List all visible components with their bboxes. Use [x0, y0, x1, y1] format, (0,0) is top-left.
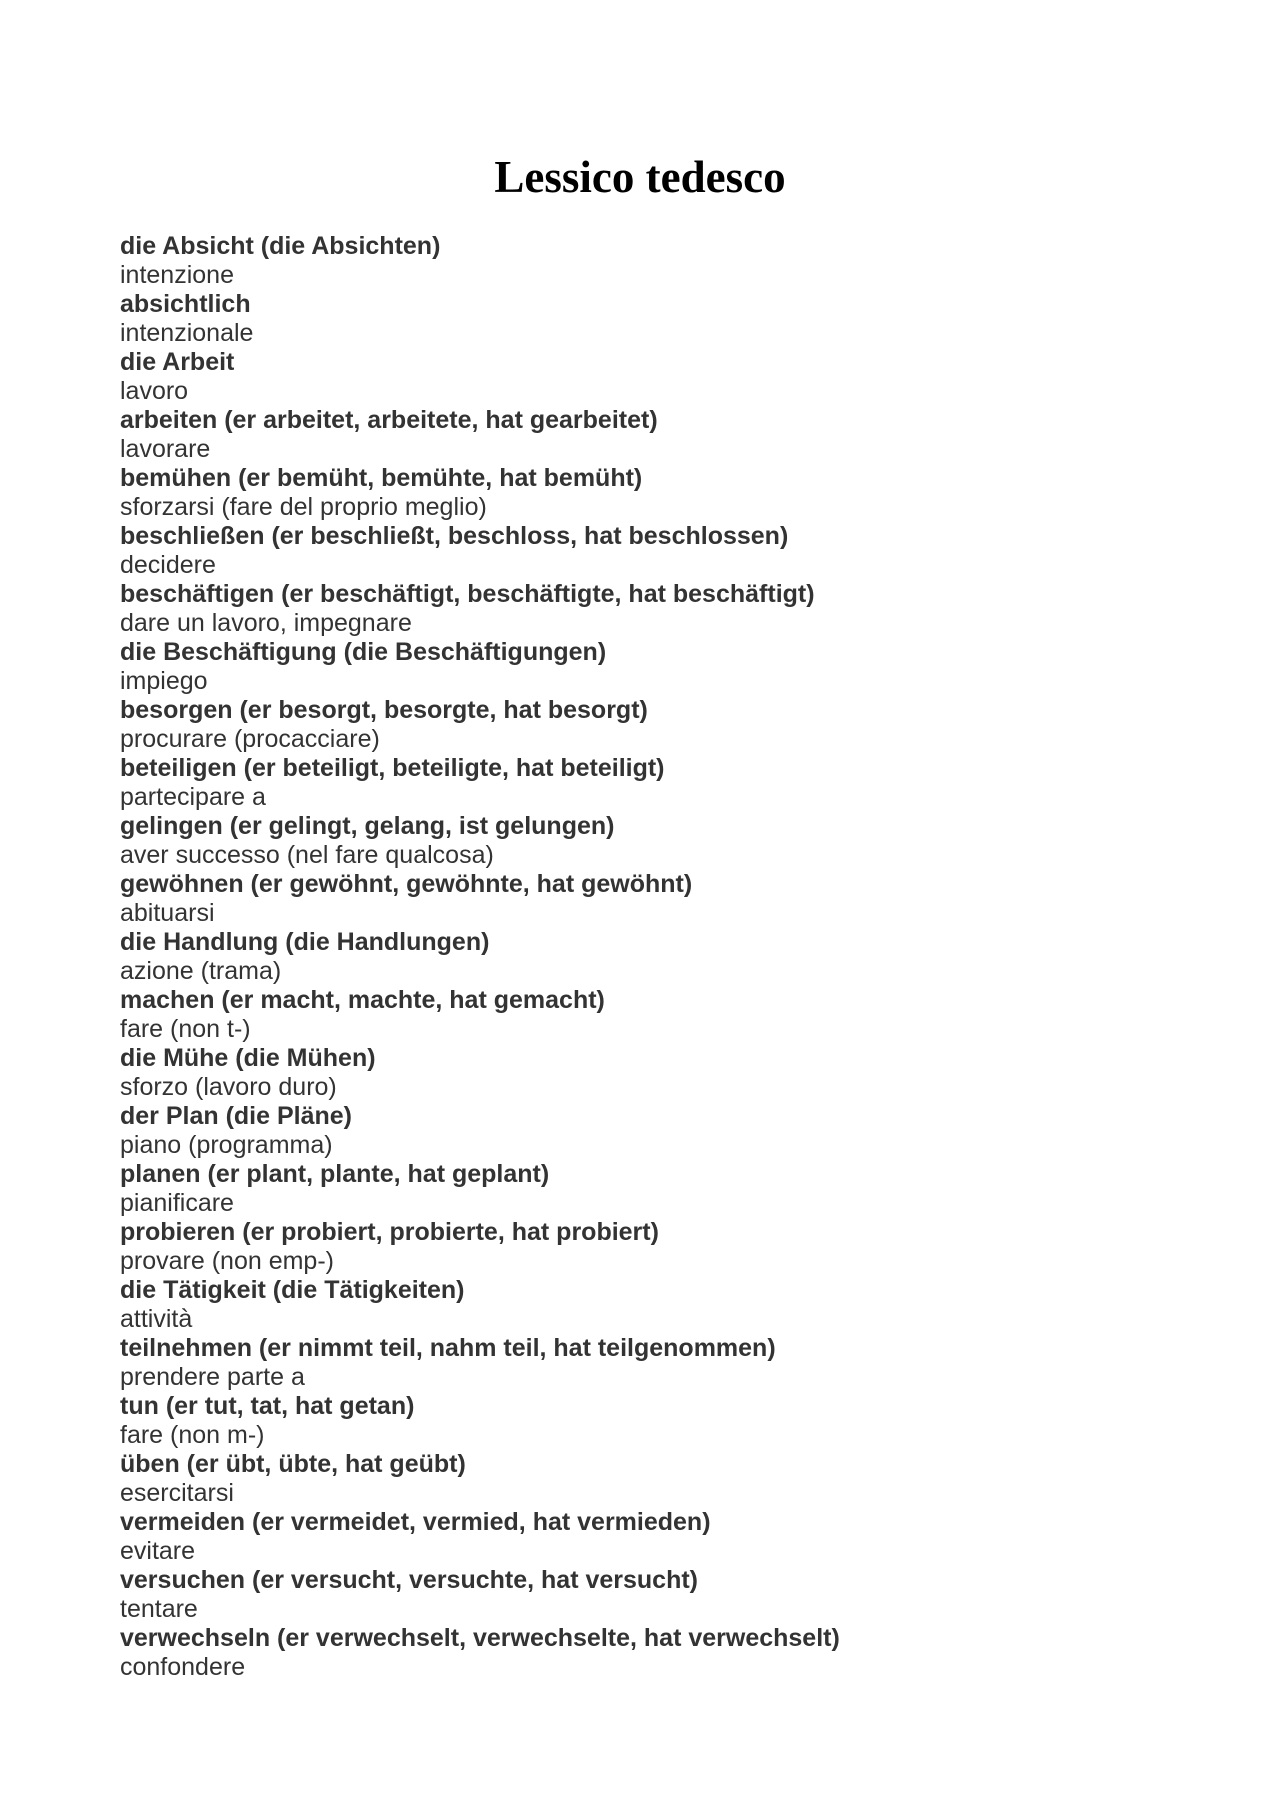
vocab-translation: azione (trama) — [120, 957, 282, 985]
vocab-term: teilnehmen (er nimmt teil, nahm teil, hat teilgenommen) — [120, 1334, 776, 1362]
vocab-entry — [120, 1392, 1180, 1450]
vocab-translation: attività — [120, 1305, 193, 1333]
vocab-term: gelingen (er gelingt, gelang, ist gelungen) — [120, 812, 615, 840]
vocab-entry — [120, 1334, 1180, 1392]
vocab-translation: intenzionale — [120, 319, 254, 347]
vocab-translation: decidere — [120, 551, 216, 579]
vocab-term: beschließen (er beschließt, beschloss, hat beschlossen) — [120, 522, 789, 550]
vocab-term: beteiligen (er beteiligt, beteiligte, hat beteiligt) — [120, 754, 665, 782]
vocab-entry — [120, 754, 1180, 812]
vocab-translation: impiego — [120, 667, 208, 695]
vocab-translation: dare un lavoro, impegnare — [120, 609, 412, 637]
vocab-translation: procurare (procacciare) — [120, 725, 380, 753]
vocab-term: die Arbeit — [120, 348, 235, 376]
vocab-entry — [120, 986, 1180, 1044]
vocab-translation: pianificare — [120, 1189, 234, 1217]
vocab-term: die Tätigkeit (die Tätigkeiten) — [120, 1276, 465, 1304]
vocab-entry — [120, 1566, 1180, 1624]
vocab-translation: provare (non emp-) — [120, 1247, 334, 1275]
vocab-translation: intenzione — [120, 261, 234, 289]
vocab-entry — [120, 522, 1180, 580]
vocab-entry — [120, 1160, 1180, 1218]
vocab-translation: abituarsi — [120, 899, 215, 927]
vocab-term: die Absicht (die Absichten) — [120, 232, 441, 260]
vocab-term: tun (er tut, tat, hat getan) — [120, 1392, 415, 1420]
vocab-term: versuchen (er versucht, versuchte, hat versucht) — [120, 1566, 699, 1594]
vocab-entry — [120, 1276, 1180, 1334]
vocab-term: gewöhnen (er gewöhnt, gewöhnte, hat gewöhnt) — [120, 870, 693, 898]
vocab-term: der Plan (die Pläne) — [120, 1102, 353, 1130]
vocab-term: machen (er macht, machte, hat gemacht) — [120, 986, 605, 1014]
vocab-entry — [120, 1508, 1180, 1566]
vocab-translation: fare (non t-) — [120, 1015, 251, 1043]
vocab-term: die Handlung (die Handlungen) — [120, 928, 490, 956]
vocab-entry — [120, 1102, 1180, 1160]
vocab-term: besorgen (er besorgt, besorgte, hat besorgt) — [120, 696, 648, 724]
vocab-entry — [120, 464, 1180, 522]
vocabulary-list — [120, 232, 1180, 1682]
vocab-translation: prendere parte a — [120, 1363, 305, 1391]
vocab-term: vermeiden (er vermeidet, vermied, hat vermieden) — [120, 1508, 711, 1536]
vocab-translation: lavoro — [120, 377, 189, 405]
vocab-term: üben (er übt, übte, hat geübt) — [120, 1450, 466, 1478]
vocab-entry — [120, 1218, 1180, 1276]
vocab-translation: partecipare a — [120, 783, 266, 811]
vocab-translation: confondere — [120, 1653, 246, 1681]
vocab-entry — [120, 928, 1180, 986]
vocab-term: beschäftigen (er beschäftigt, beschäftigte, hat beschäftigt) — [120, 580, 815, 608]
vocab-entry — [120, 1044, 1180, 1102]
page-title: Lessico tedesco — [494, 152, 786, 202]
vocab-entry — [120, 406, 1180, 464]
vocab-term: die Mühe (die Mühen) — [120, 1044, 376, 1072]
vocab-entry — [120, 1624, 1180, 1682]
vocab-entry — [120, 290, 1180, 348]
vocab-term: planen (er plant, plante, hat geplant) — [120, 1160, 550, 1188]
vocab-translation: esercitarsi — [120, 1479, 234, 1507]
vocab-entry — [120, 870, 1180, 928]
vocab-term: die Beschäftigung (die Beschäftigungen) — [120, 638, 607, 666]
vocab-translation: fare (non m-) — [120, 1421, 265, 1449]
vocab-term: bemühen (er bemüht, bemühte, hat bemüht) — [120, 464, 643, 492]
vocab-translation: lavorare — [120, 435, 211, 463]
vocab-translation: sforzarsi (fare del proprio meglio) — [120, 493, 487, 521]
vocab-translation: evitare — [120, 1537, 196, 1565]
vocab-entry — [120, 812, 1180, 870]
vocab-entry — [120, 696, 1180, 754]
vocab-translation: aver successo (nel fare qualcosa) — [120, 841, 494, 869]
vocab-term: arbeiten (er arbeitet, arbeitete, hat gearbeitet) — [120, 406, 658, 434]
vocab-term: verwechseln (er verwechselt, verwechselte, hat verwechselt) — [120, 1624, 840, 1652]
vocab-translation: tentare — [120, 1595, 198, 1623]
vocab-translation: piano (programma) — [120, 1131, 333, 1159]
vocab-entry — [120, 232, 1180, 290]
vocab-entry — [120, 638, 1180, 696]
vocab-translation: sforzo (lavoro duro) — [120, 1073, 337, 1101]
vocab-entry — [120, 1450, 1180, 1508]
vocab-entry — [120, 580, 1180, 638]
vocab-term: absichtlich — [120, 290, 251, 318]
vocab-entry — [120, 348, 1180, 406]
vocab-term: probieren (er probiert, probierte, hat probiert) — [120, 1218, 659, 1246]
